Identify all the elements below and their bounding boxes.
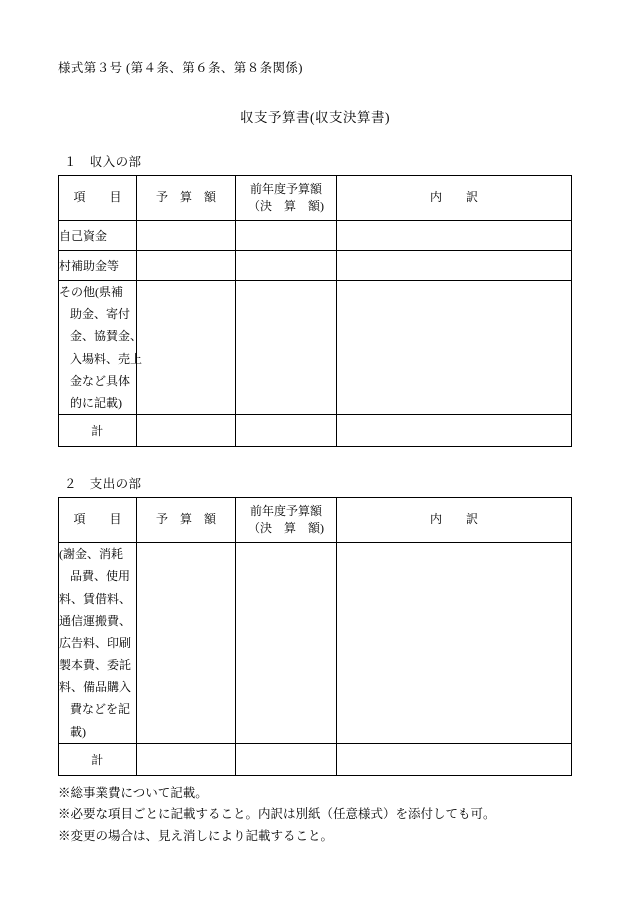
column-header-previous-line1: 前年度予算額 bbox=[249, 181, 322, 196]
income-table bbox=[58, 175, 572, 447]
table-row bbox=[59, 543, 572, 744]
row-label-line: 料、賃借料、 bbox=[59, 591, 132, 606]
footnote-3: ※変更の場合は、見え消しにより記載すること。 bbox=[58, 828, 334, 843]
row-label-village-subsidy: 村補助金等 bbox=[59, 251, 137, 281]
row-label-other-income bbox=[59, 281, 143, 415]
table-row bbox=[59, 281, 572, 415]
row-label-line: その他(県補 bbox=[59, 285, 123, 299]
column-header-budget: 予 算 額 bbox=[137, 498, 236, 543]
row-label-line: 広告料、印刷 bbox=[59, 635, 132, 650]
row-label-line: 通信運搬費、 bbox=[59, 613, 132, 628]
cell-previous[interactable] bbox=[236, 221, 337, 251]
row-label-line: 載) bbox=[70, 724, 86, 739]
row-label-line: 品費、使用 bbox=[70, 569, 131, 584]
row-label-line: 的に記載) bbox=[70, 395, 122, 410]
section-heading-income: １ 収入の部 bbox=[64, 155, 142, 169]
cell-budget[interactable] bbox=[137, 281, 236, 415]
footnote-1: ※総事業費について記載。 bbox=[58, 785, 208, 800]
cell-detail[interactable] bbox=[337, 281, 572, 415]
footnote-2: ※必要な項目ごとに記載すること。内訳は別紙（任意様式）を添付しても可。 bbox=[58, 807, 496, 822]
row-label-own-funds: 自己資金 bbox=[59, 221, 137, 251]
row-label-line: 助金、寄付 bbox=[70, 307, 131, 322]
row-label-line: (謝金、消耗 bbox=[59, 547, 123, 562]
table-header-row bbox=[59, 176, 572, 221]
cell-detail[interactable] bbox=[337, 543, 572, 744]
page-title: 収支予算書(収支決算書) bbox=[240, 110, 390, 125]
column-header-previous-line2: （決 算 額) bbox=[248, 199, 324, 213]
row-label-expense-items bbox=[59, 543, 137, 744]
expenditure-table bbox=[58, 497, 572, 776]
cell-previous[interactable] bbox=[236, 543, 337, 744]
row-label-line: 入場料、売上 bbox=[70, 351, 143, 366]
column-header-detail: 内 訳 bbox=[337, 176, 572, 221]
cell-budget[interactable] bbox=[137, 221, 236, 251]
table-row bbox=[59, 221, 572, 251]
row-label-line: 製本費、委託 bbox=[59, 658, 132, 673]
form-number: 様式第３号 (第４条、第６条、第８条関係) bbox=[58, 61, 303, 75]
total-detail[interactable] bbox=[337, 415, 572, 447]
row-label-line: 金、協賛金、 bbox=[70, 329, 143, 344]
row-label-line: 金など具体 bbox=[70, 373, 131, 388]
column-header-previous bbox=[236, 176, 337, 221]
total-previous[interactable] bbox=[236, 415, 337, 447]
total-budget[interactable] bbox=[137, 415, 236, 447]
cell-detail[interactable] bbox=[337, 251, 572, 281]
total-label: 計 bbox=[59, 743, 137, 775]
row-label-line: 費などを記 bbox=[70, 702, 131, 717]
cell-previous[interactable] bbox=[236, 281, 337, 415]
row-label-line: 料、備品購入 bbox=[59, 680, 132, 695]
cell-budget[interactable] bbox=[137, 543, 236, 744]
table-header-row bbox=[59, 498, 572, 543]
table-row bbox=[59, 251, 572, 281]
total-detail[interactable] bbox=[337, 743, 572, 775]
column-header-budget: 予 算 額 bbox=[137, 176, 236, 221]
table-total-row bbox=[59, 415, 572, 447]
total-budget[interactable] bbox=[137, 743, 236, 775]
total-previous[interactable] bbox=[236, 743, 337, 775]
total-label: 計 bbox=[59, 415, 137, 447]
column-header-item: 項 目 bbox=[59, 498, 137, 543]
section-heading-expenditure: ２ 支出の部 bbox=[64, 477, 142, 492]
footnotes bbox=[58, 783, 572, 848]
column-header-previous-line1: 前年度予算額 bbox=[249, 503, 322, 518]
section-gap bbox=[58, 447, 572, 474]
table-total-row bbox=[59, 743, 572, 775]
column-header-detail: 内 訳 bbox=[337, 498, 572, 543]
column-header-previous-line2: （決 算 額) bbox=[248, 521, 324, 536]
column-header-previous bbox=[236, 498, 337, 543]
cell-budget[interactable] bbox=[137, 251, 236, 281]
cell-previous[interactable] bbox=[236, 251, 337, 281]
column-header-item: 項 目 bbox=[59, 176, 137, 221]
cell-detail[interactable] bbox=[337, 221, 572, 251]
